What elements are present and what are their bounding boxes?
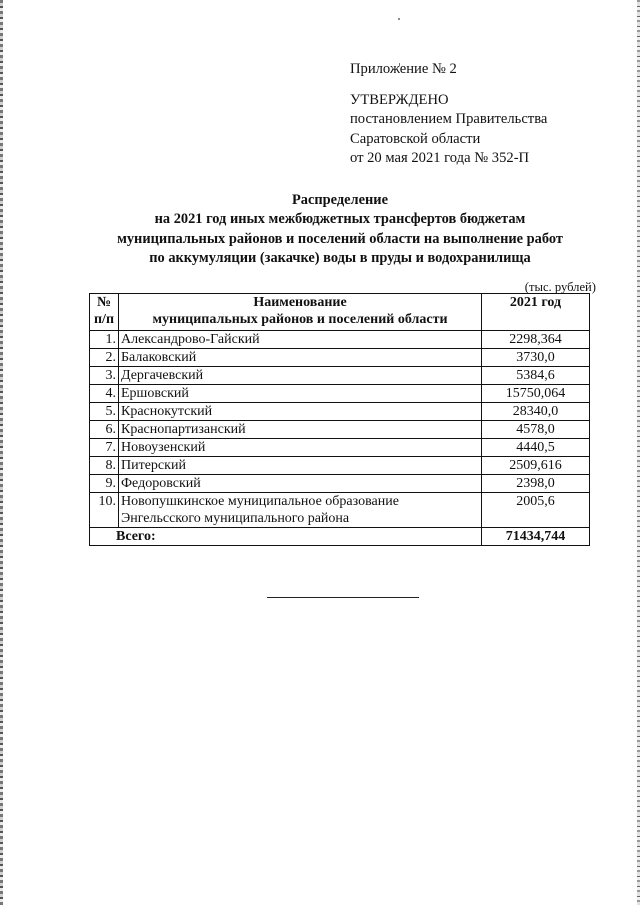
row-value: 5384,6 [482,367,590,385]
row-name: Дергачевский [119,367,482,385]
closing-line [267,597,419,598]
total-row [90,528,590,546]
row-number: 8. [90,457,119,475]
row-value: 28340,0 [482,403,590,421]
row-number: 9. [90,475,119,493]
title-line: Распределение [292,192,388,208]
table-header-row [90,294,590,331]
row-number: 4. [90,385,119,403]
table-row [90,493,590,528]
header-number [90,294,119,331]
row-number: 3. [90,367,119,385]
table-row [90,367,590,385]
row-name: Балаковский [119,349,482,367]
table-row [90,385,590,403]
row-name: Ершовский [119,385,482,403]
approval-date: от 20 мая 2021 года № 352-П [350,150,530,166]
scan-speck [398,18,400,20]
row-name-line: Новопушкинское муниципальное образование [121,494,399,509]
table-row [90,331,590,349]
approved-label: УТВЕРЖДЕНО [350,91,449,108]
row-name: Федоровский [119,475,482,493]
row-name: Краснопартизанский [119,421,482,439]
row-number: 2. [90,349,119,367]
header-name-line: Наименование [253,295,347,310]
table-row [90,475,590,493]
title-line: муниципальных районов и поселений области на выполнение работ [117,230,563,247]
row-value: 15750,064 [482,385,590,403]
row-name: Александрово-Гайский [119,331,482,349]
row-number: 6. [90,421,119,439]
row-value: 3730,0 [482,349,590,367]
unit-note: (тыс. рублей) [524,280,596,294]
row-number: 5. [90,403,119,421]
header-name [119,294,482,331]
annex-label: Приложение № 2 [350,61,457,77]
table-row [90,349,590,367]
document-title [90,191,590,269]
row-value: 4440,5 [482,439,590,457]
total-value: 71434,744 [482,528,590,546]
row-number: 10. [90,493,119,528]
header-year: 2021 год [482,294,590,331]
row-number: 7. [90,439,119,457]
row-name [119,493,482,528]
total-label: Всего: [90,528,482,546]
row-name: Новоузенский [119,439,482,457]
row-value: 2298,364 [482,331,590,349]
header-number-line: п/п [93,312,115,327]
title-line: по аккумуляции (закачке) воды в пруды и водохранилища [149,250,531,267]
table-row [90,403,590,421]
header-name-line: муниципальных районов и поселений области [152,312,448,327]
approval-line: постановлением Правительства [350,111,548,127]
approval-block [350,60,547,169]
distribution-table [89,293,590,546]
title-line: на 2021 год иных межбюджетных трансфертов бюджетам [154,211,526,228]
row-value: 2005,6 [482,493,590,528]
row-name-line: Энгельсского муниципального района [121,511,350,526]
table-row [90,421,590,439]
scan-edge-left [0,0,3,905]
table-row [90,457,590,475]
row-value: 2509,616 [482,457,590,475]
row-name: Питерский [119,457,482,475]
header-number-line: № [96,295,112,310]
approval-line: Саратовской области [350,130,481,147]
row-number: 1. [90,331,119,349]
row-value: 4578,0 [482,421,590,439]
table-row [90,439,590,457]
row-value: 2398,0 [482,475,590,493]
row-name: Краснокутский [119,403,482,421]
